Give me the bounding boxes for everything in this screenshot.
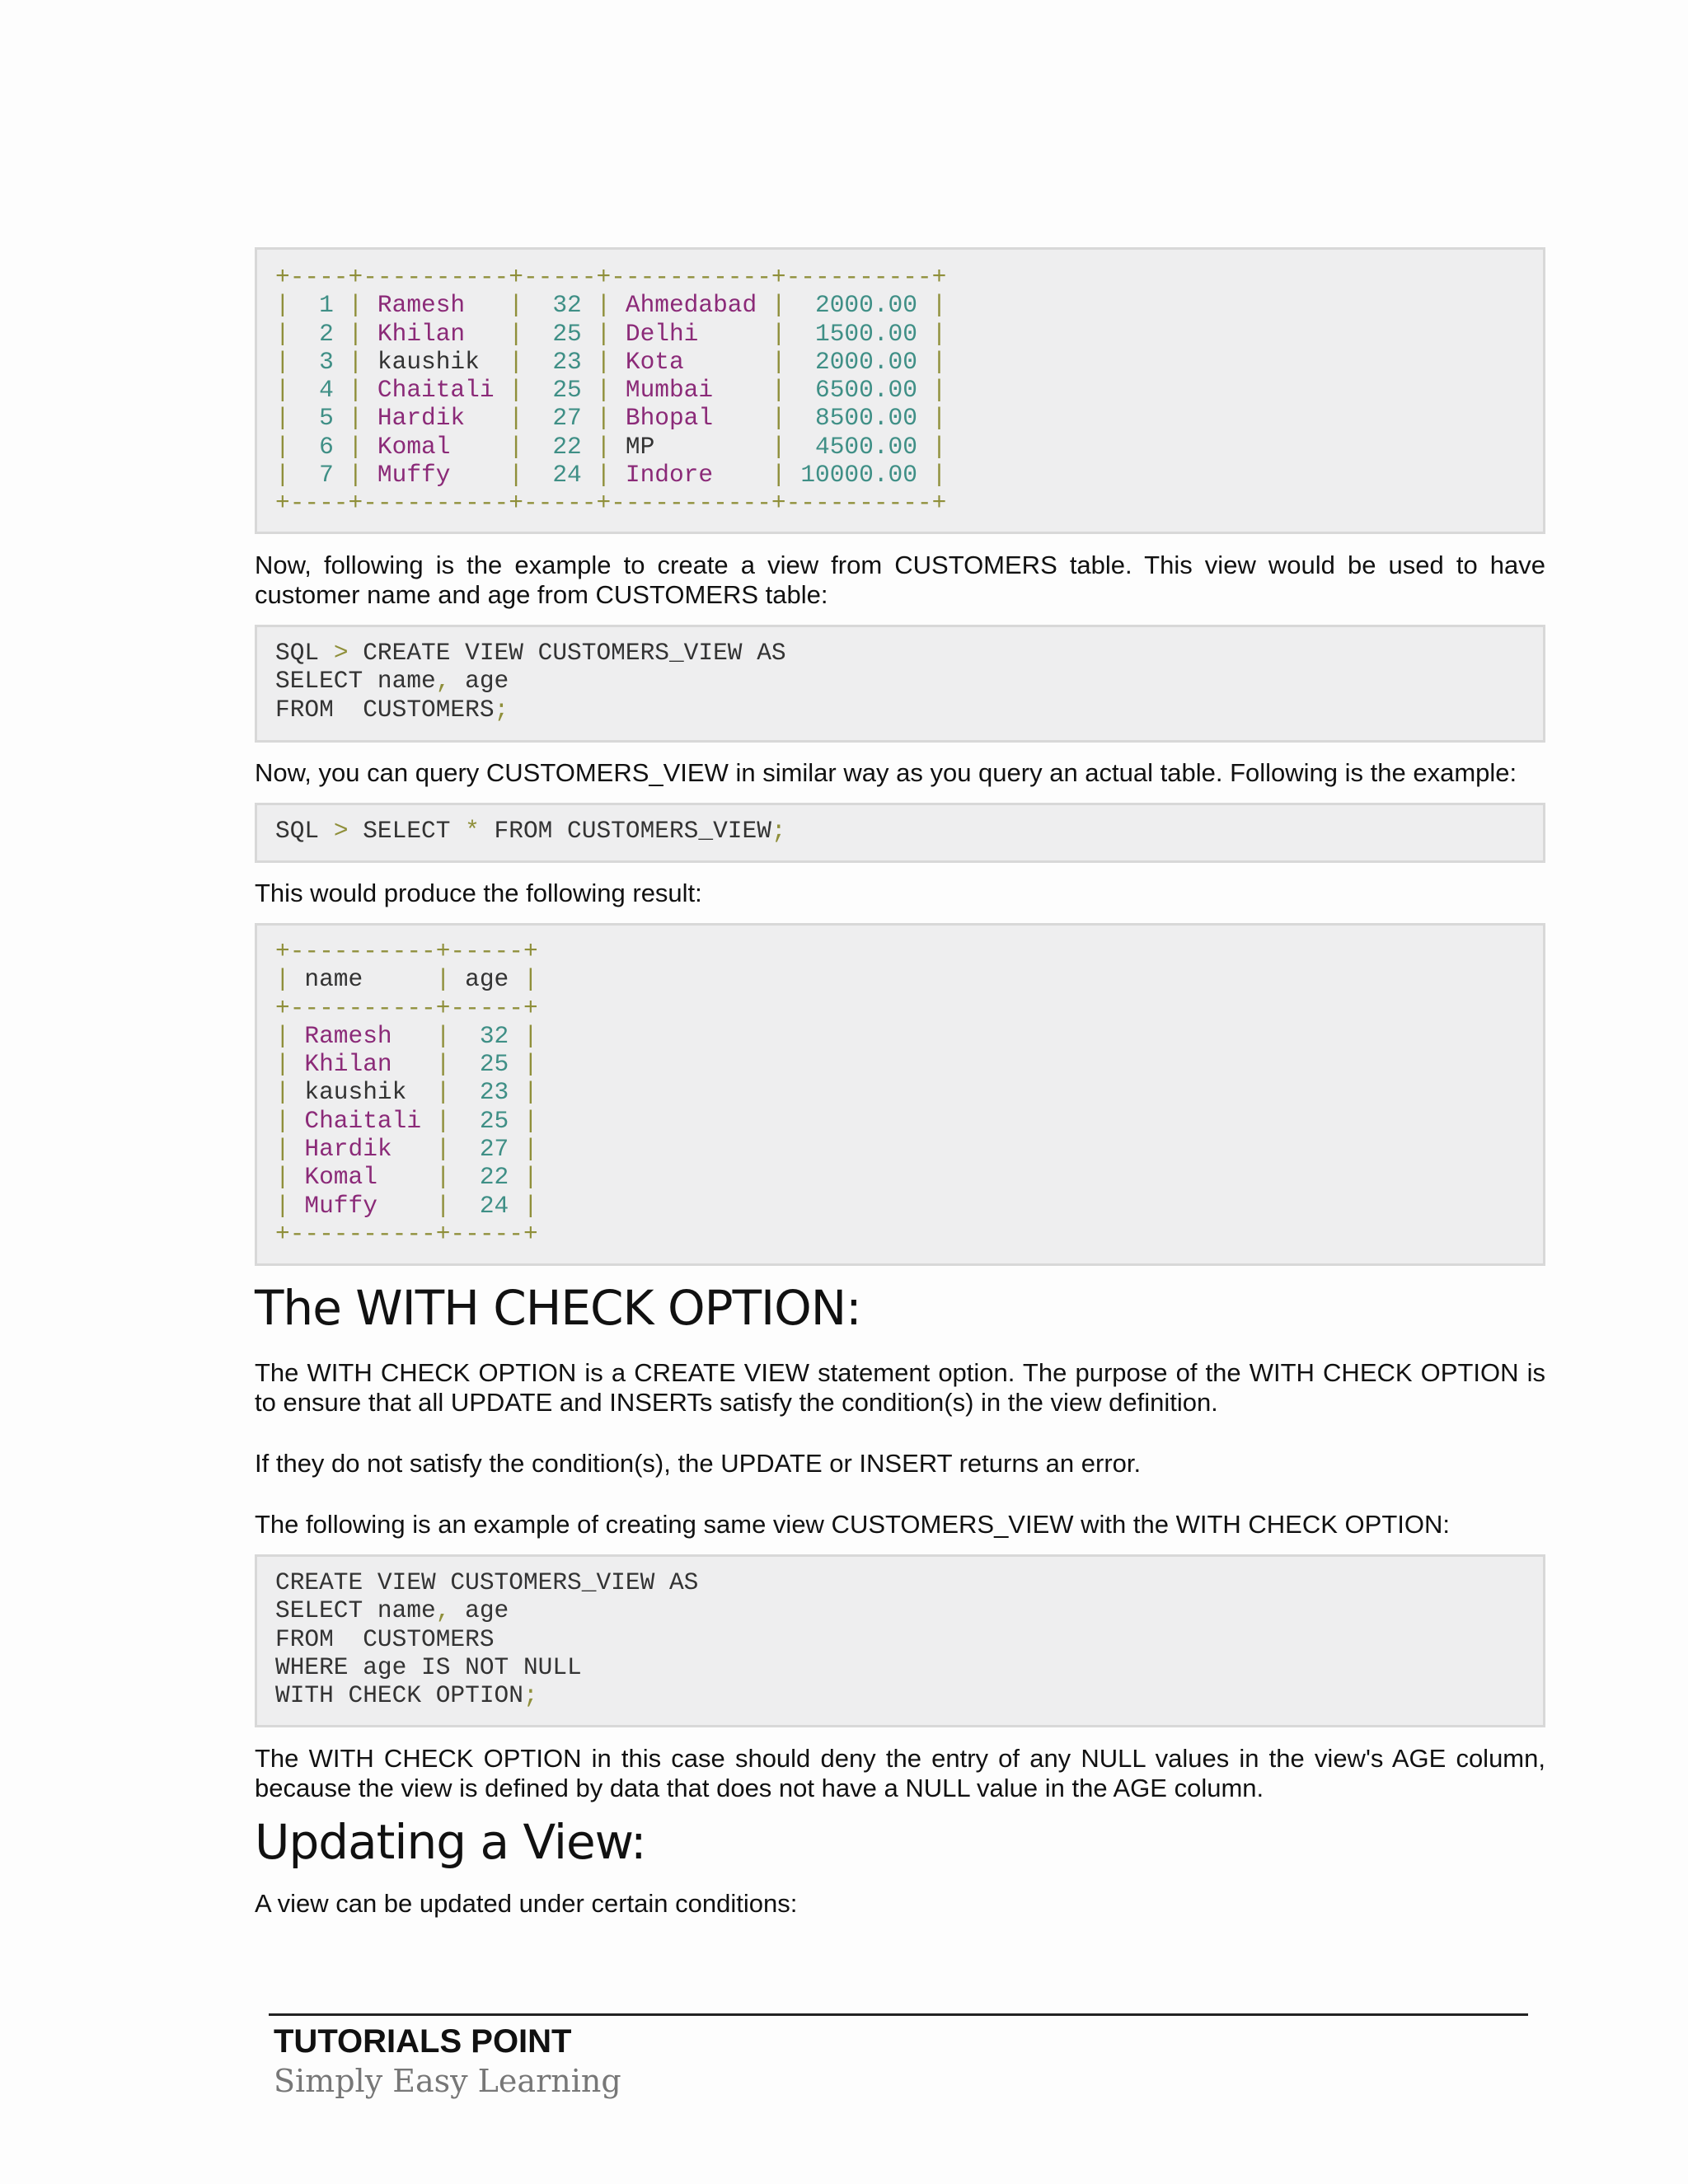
cell-name: Hardik <box>377 404 466 433</box>
table-row: | kaushik | 23 | <box>275 1078 538 1107</box>
cell-address: Indore <box>625 461 714 490</box>
cell-name: Ramesh <box>304 1021 392 1050</box>
check-option-explanation: The WITH CHECK OPTION in this case should deny the entry of any NULL values in the view's AGE column, because the view is defined by data that does not have a NULL value in the AGE column. <box>255 1744 1545 1802</box>
example-intro-paragraph: The following is an example of creating same view CUSTOMERS_VIEW with the WITH CHECK OPTION: <box>255 1510 1450 1539</box>
cell-age: 24 <box>537 461 582 490</box>
cell-id: 3 <box>304 347 334 376</box>
cell-id: 4 <box>304 376 334 405</box>
table-row: | 5 | Hardik | 27 | Bhopal | 8500.00 | <box>275 404 947 433</box>
cell-age: 25 <box>537 319 582 348</box>
table-border: +----------+-----+ <box>275 937 538 965</box>
table-border: +----+----------+-----+-----------+----------+ <box>275 489 947 518</box>
table-row: | 4 | Chaitali | 25 | Mumbai | 6500.00 | <box>275 376 947 405</box>
cell-age: 32 <box>537 291 582 320</box>
with-check-option-description: The WITH CHECK OPTION is a CREATE VIEW statement option. The purpose of the WITH CHECK OPTION is to ensure that all UPDATE and INSERTs satisfy the condition(s) in the view definition. <box>255 1358 1545 1417</box>
cell-age: 25 <box>465 1050 509 1079</box>
customers-table-code-block <box>255 247 1545 534</box>
cell-name: Muffy <box>377 461 451 490</box>
code-line: SQL > CREATE VIEW CUSTOMERS_VIEW AS <box>275 639 786 667</box>
table-border: +----+----------+-----+-----------+----------+ <box>275 263 947 291</box>
select-view-code-block <box>255 803 1545 863</box>
cell-name: Muffy <box>304 1191 377 1220</box>
cell-age: 25 <box>537 376 582 405</box>
cell-salary: 6500.00 <box>800 376 917 405</box>
cell-id: 6 <box>304 432 334 461</box>
with-check-option-heading: The WITH CHECK OPTION: <box>255 1280 861 1336</box>
table-border: +----------+-----+ <box>275 993 538 1022</box>
error-paragraph: If they do not satisfy the condition(s), the UPDATE or INSERT returns an error. <box>255 1449 1142 1478</box>
table-row: | Chaitali | 25 | <box>275 1106 538 1135</box>
table-row: | Komal | 22 | <box>275 1163 538 1192</box>
cell-address: Kota <box>625 347 684 376</box>
cell-salary: 10000.00 <box>800 461 917 490</box>
cell-age: 27 <box>465 1135 509 1164</box>
cell-salary: 8500.00 <box>800 404 917 433</box>
cell-address: Bhopal <box>625 404 714 433</box>
cell-address: MP <box>625 432 655 461</box>
table-row: | 6 | Komal | 22 | MP | 4500.00 | <box>275 432 947 461</box>
cell-name: Chaitali <box>304 1106 422 1135</box>
cell-salary: 2000.00 <box>800 291 917 320</box>
cell-age: 25 <box>465 1106 509 1135</box>
updating-view-heading: Updating a View: <box>255 1814 646 1870</box>
check-option-code-block <box>255 1554 1545 1727</box>
result-intro-paragraph: This would produce the following result: <box>255 879 702 907</box>
table-row: | 2 | Khilan | 25 | Delhi | 1500.00 | <box>275 319 947 348</box>
cell-salary: 4500.00 <box>800 432 917 461</box>
code-line: WITH CHECK OPTION; <box>275 1681 538 1710</box>
updating-view-intro: A view can be updated under certain conditions: <box>255 1889 798 1918</box>
cell-age: 27 <box>537 404 582 433</box>
query-view-paragraph: Now, you can query CUSTOMERS_VIEW in similar way as you query an actual table. Following is the example: <box>255 758 1517 787</box>
cell-id: 5 <box>304 404 334 433</box>
table-row: | 3 | kaushik | 23 | Kota | 2000.00 | <box>275 347 947 376</box>
cell-name: Ramesh <box>377 291 466 320</box>
cell-age: 32 <box>465 1021 509 1050</box>
code-line: CREATE VIEW CUSTOMERS_VIEW AS <box>275 1568 699 1596</box>
cell-age: 23 <box>537 347 582 376</box>
table-row: | Muffy | 24 | <box>275 1191 538 1220</box>
cell-name: Hardik <box>304 1135 392 1164</box>
code-line: SQL > SELECT * FROM CUSTOMERS_VIEW; <box>275 817 786 845</box>
cell-name: kaushik <box>377 347 480 376</box>
code-line: SELECT name, age <box>275 667 509 696</box>
cell-name: Chaitali <box>377 376 495 405</box>
intro-paragraph: Now, following is the example to create a view from CUSTOMERS table. This view would be used to have customer name and age from CUSTOMERS table: <box>255 551 1545 609</box>
create-view-code-block <box>255 625 1545 743</box>
cell-name: Komal <box>377 432 451 461</box>
cell-name: Khilan <box>304 1050 392 1079</box>
table-border: +----------+-----+ <box>275 1219 538 1248</box>
code-line: SELECT name, age <box>275 1596 509 1625</box>
cell-age: 24 <box>465 1191 509 1220</box>
cell-age: 22 <box>465 1163 509 1192</box>
cell-address: Delhi <box>625 319 699 348</box>
cell-salary: 1500.00 <box>800 319 917 348</box>
table-row: | 7 | Muffy | 24 | Indore | 10000.00 | <box>275 461 947 490</box>
table-header: | name | age | <box>275 965 538 994</box>
cell-address: Ahmedabad <box>625 291 757 320</box>
cell-name: Komal <box>304 1163 377 1192</box>
table-row: | Ramesh | 32 | <box>275 1021 538 1050</box>
code-line: WHERE age IS NOT NULL <box>275 1652 582 1681</box>
cell-address: Mumbai <box>625 376 714 405</box>
cell-age: 22 <box>537 432 582 461</box>
table-row: | Hardik | 27 | <box>275 1135 538 1164</box>
cell-name: Khilan <box>377 319 466 348</box>
cell-age: 23 <box>465 1078 509 1107</box>
footer-brand: TUTORIALS POINT <box>274 2023 572 2060</box>
cell-id: 2 <box>304 319 334 348</box>
cell-id: 7 <box>304 461 334 490</box>
table-row: | 1 | Ramesh | 32 | Ahmedabad | 2000.00 | <box>275 291 947 320</box>
code-line: FROM CUSTOMERS <box>275 1624 495 1653</box>
view-result-code-block <box>255 923 1545 1266</box>
page-content <box>255 247 1545 1919</box>
footer-tagline: Simply Easy Learning <box>274 2063 621 2099</box>
cell-name: kaushik <box>304 1078 407 1107</box>
footer-divider <box>269 2013 1528 2016</box>
table-row: | Khilan | 25 | <box>275 1050 538 1079</box>
code-line: FROM CUSTOMERS; <box>275 695 509 724</box>
cell-salary: 2000.00 <box>800 347 917 376</box>
cell-id: 1 <box>304 291 334 320</box>
